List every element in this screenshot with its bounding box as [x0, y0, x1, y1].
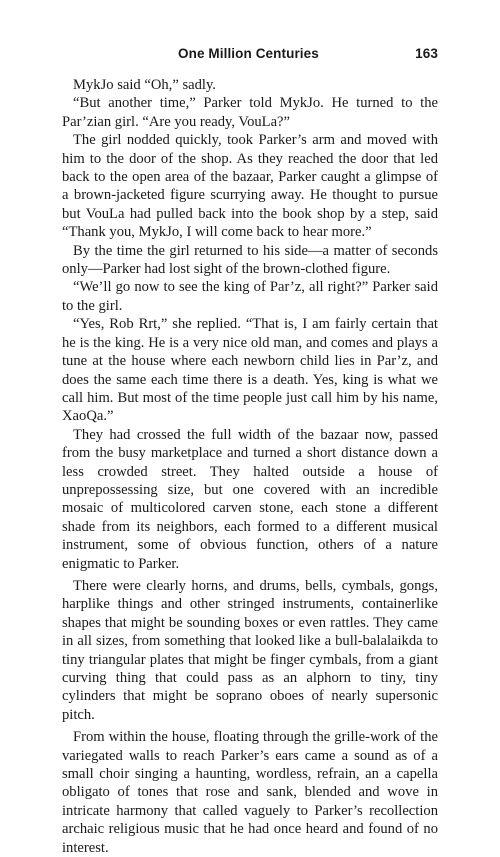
page-number: 163: [415, 46, 438, 61]
paragraph: They had crossed the full width of the bazaar now, passed from the busy marketplace and turned a short distance down a less crowded street. They halted outside a house of unprepossessing size, but one covered with an incredible mosaic of multicolored carven stone, each stone a different shade from its neighbors, each formed to a different musical instrument, some of obvious function, others of a nature enigmatic to Parker.: [62, 426, 438, 572]
body-text: [62, 76, 438, 857]
paragraph: “Yes, Rob Rrt,” she replied. “That is, I am fairly certain that he is the king. He is a very nice old man, and comes and plays a tune at the house where each newborn child lies in Par’z, and does the same each time there is a death. Yes, king is what we call him. But most of the time people just call him by his name, XaoQa.”: [62, 316, 438, 425]
paragraph: “We’ll go now to see the king of Par’z, all right?” Parker said to the girl.: [62, 279, 438, 314]
paragraph: From within the house, floating through the grille-work of the variegated walls to reach Parker’s ears came a sound as of a small choir singing a haunting, wordless, refrain, an a capella obligato of tones that rose and sank, blended and wove in intricate harmony that called vaguely to Parker’s recollection archaic religious music that he had once heard and found of no interest.: [62, 729, 438, 856]
running-title: One Million Centuries: [178, 46, 319, 61]
running-head: [62, 36, 438, 61]
paragraph: “But another time,” Parker told MykJo. He turned to the Par’zian girl. “Are you ready, VouLa?”: [62, 95, 438, 130]
paragraph: There were clearly horns, and drums, bells, cymbals, gongs, harplike things and other stringed instruments, containerlike shapes that might be sounding boxes or even rattles. They came in all sizes, from something that looked like a bull-balalaikda to tiny triangular plates that might be finger cymbals, from a giant curving thing that could pass as an alphorn to tiny, tiny cylinders that might be soprano oboes of nearly supersonic pitch.: [62, 577, 438, 723]
paragraph: By the time the girl returned to his side—a matter of seconds only—Parker had lost sight of the brown-clothed figure.: [62, 242, 438, 278]
paragraph: MykJo said “Oh,” sadly.: [73, 77, 216, 93]
paragraph: The girl nodded quickly, took Parker’s arm and moved with him to the door of the shop. As they reached the door that led back to the open area of the bazaar, Parker caught a glimpse of a brown-jacketed figure scurrying away. He thought to pursue but VouLa had pulled back into the book shop by a step, said “Thank you, MykJo, I will come back to hear more.”: [62, 132, 438, 241]
